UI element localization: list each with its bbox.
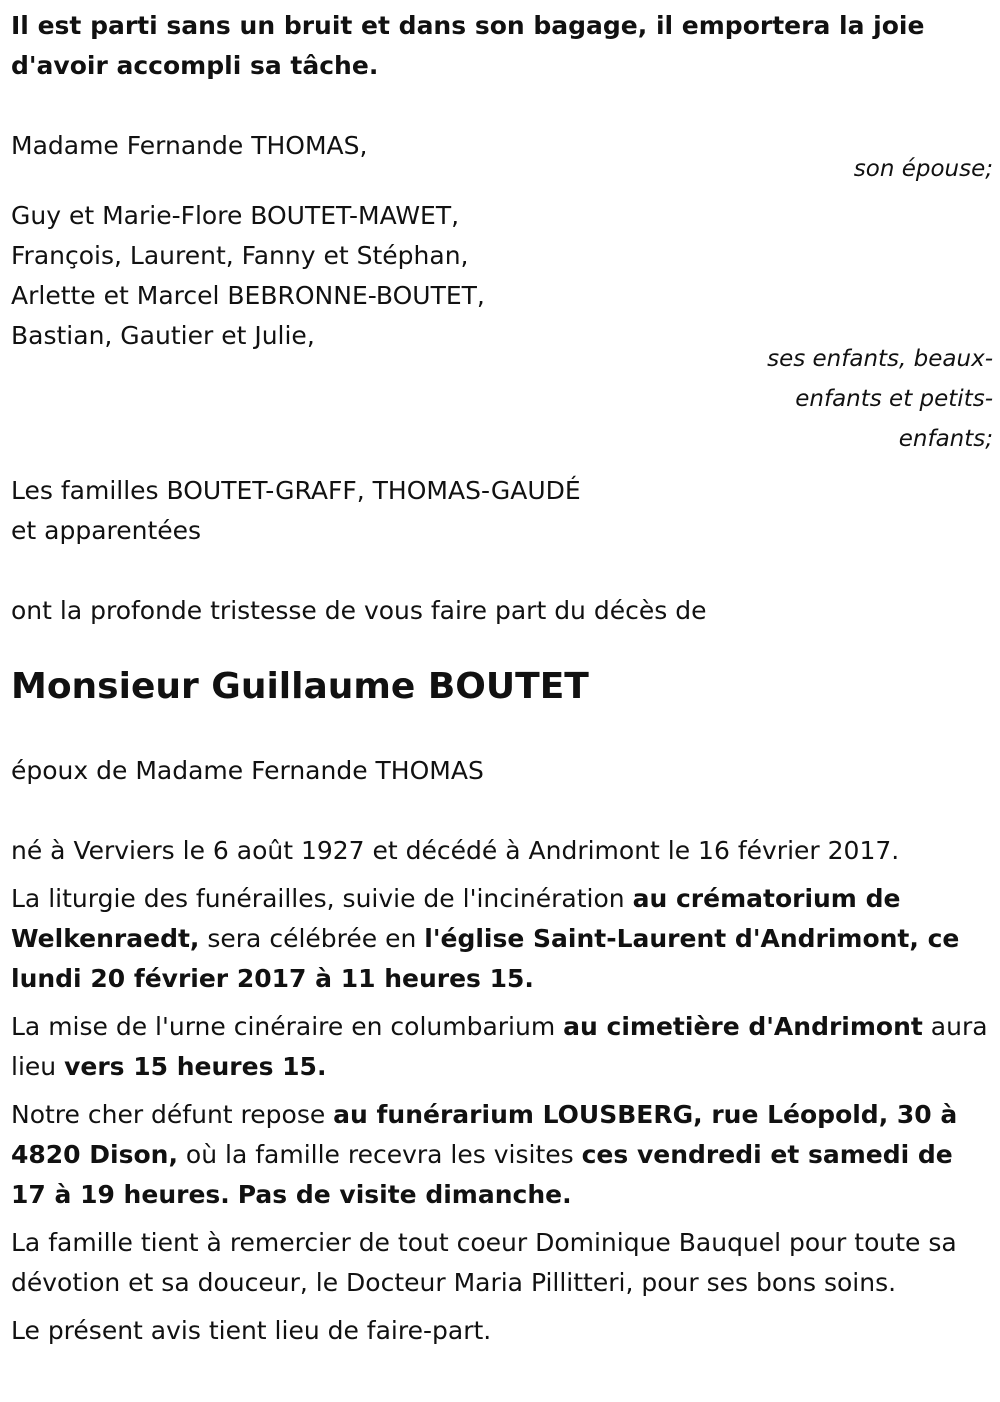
children-role-line: ses enfants, beaux- <box>767 346 993 372</box>
church-date-time: l'église Saint-Laurent d'Andrimont, ce lundi 20 février 2017 à 11 heures 15. <box>11 924 960 993</box>
obituary-notice <box>11 6 993 1351</box>
children-line: Bastian, Gautier et Julie, <box>11 321 315 350</box>
children-line: François, Laurent, Fanny et Stéphan, <box>11 241 469 270</box>
families-line: et apparentées <box>11 516 202 545</box>
urn-paragraph <box>11 1007 993 1087</box>
visit-hours: ces vendredi et samedi de 17 à 19 heures. <box>11 1140 953 1209</box>
urn-time: vers 15 heures 15. <box>64 1052 327 1081</box>
families-block <box>11 471 993 551</box>
closing-text: Le présent avis tient lieu de faire-part. <box>11 1316 492 1345</box>
birth-death-text: né à Verviers le 6 août 1927 et décédé à Andrimont le 16 février 2017. <box>11 836 900 865</box>
urn-text: La mise de l'urne cinéraire en columbarium <box>11 1012 564 1041</box>
children-block <box>11 196 993 459</box>
opening-quote <box>11 6 993 86</box>
children-role-line: enfants et petits- <box>795 386 993 412</box>
spouse-of-text: époux de Madame Fernande THOMAS <box>11 756 484 785</box>
children-line: Guy et Marie-Flore BOUTET-MAWET, <box>11 201 460 230</box>
repose-text <box>230 1180 238 1209</box>
no-visit-sunday: Pas de visite dimanche. <box>237 1180 572 1209</box>
funeral-text: La liturgie des funérailles, suivie de l'incinération <box>11 884 633 913</box>
families-line: Les familles BOUTET-GRAFF, THOMAS-GAUDÉ <box>11 476 581 505</box>
children-line: Arlette et Marcel BEBRONNE-BOUTET, <box>11 281 485 310</box>
cemetery-location: au cimetière d'Andrimont <box>563 1012 923 1041</box>
quote-line: Il est parti sans un bruit et dans son bagage, il emportera la joie <box>11 11 925 40</box>
repose-text: Notre cher défunt repose <box>11 1100 334 1129</box>
deceased-name: Monsieur Guillaume BOUTET <box>11 666 589 707</box>
spouse-block <box>11 126 993 189</box>
funeral-paragraph <box>11 879 993 999</box>
repose-paragraph <box>11 1095 993 1215</box>
crematorium-location: au crématorium de Welkenraedt, <box>11 884 901 953</box>
spouse-role: son épouse; <box>853 156 993 182</box>
repose-text: où la famille recevra les visites <box>177 1140 582 1169</box>
quote-line: d'avoir accompli sa tâche. <box>11 51 379 80</box>
spouse-name: Madame Fernande THOMAS, <box>11 131 368 160</box>
funerarium-address: au funérarium LOUSBERG, rue Léopold, 30 à 4820 Dison, <box>11 1100 958 1169</box>
funeral-text: sera célébrée en <box>199 924 425 953</box>
thanks-paragraph: La famille tient à remercier de tout coeur Dominique Bauquel pour toute sa dévotion et sa douceur, le Docteur Maria Pillitteri, pour ses bons soins. <box>11 1228 957 1297</box>
announcement-text: ont la profonde tristesse de vous faire part du décès de <box>11 596 707 625</box>
urn-text: aura lieu <box>11 1012 988 1081</box>
children-role-line: enfants; <box>898 426 993 452</box>
